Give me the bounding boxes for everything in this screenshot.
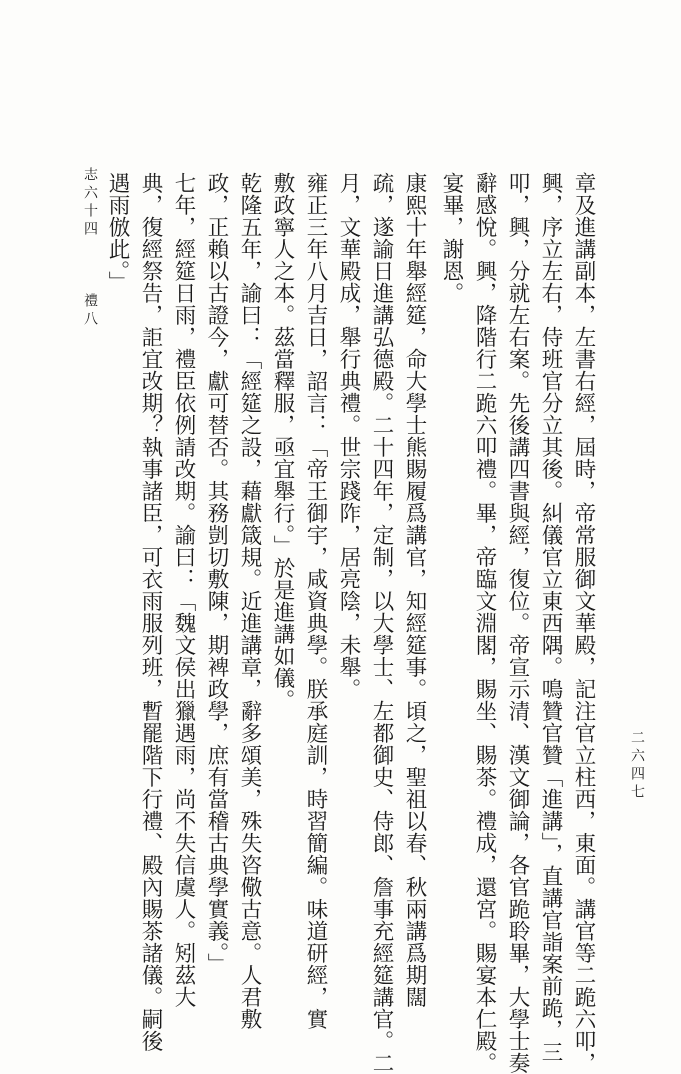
text-column-12: 政，正賴以古證今，獻可替否。其務剴切敷陳，期裨政學，庶有當稽古典學實義。」 — [204, 172, 229, 976]
text-column-10: 敷政寧人之本。茲當釋服，亟宜舉行。」於是進講如儀。 — [270, 172, 295, 712]
text-column-11: 乾隆五年，諭曰：「經筵之設，藉獻箴規。近進講章，辭多頌美，殊失咨儆古意。人君敷 — [237, 172, 262, 1030]
text-column-14: 典，復經祭告，詎宜改期？執事諸臣，可衣雨服列班，暫罷階下行禮、殿內賜茶諸儀。嗣後 — [138, 172, 163, 1052]
text-column-15: 遇雨倣此。」 — [105, 172, 130, 294]
text-column-6: 康熙十年舉經筵，命大學士熊賜履爲講官，知經筵事。頃之，聖祖以春、秋兩講爲期闊 — [402, 172, 427, 1008]
text-column-8: 月，文華殿成，舉行典禮。世宗踐阼，居亮陰，未舉。 — [336, 172, 361, 700]
text-column-5: 宴畢，謝恩。 — [439, 172, 464, 304]
section-label: 禮八 — [82, 293, 98, 329]
text-column-13: 七年，經筵日雨，禮臣依例請改期。諭曰：「魏文侯出獵遇雨，尚不失信虞人。矧茲大 — [171, 172, 196, 1008]
volume-label: 志六十四 — [82, 167, 98, 239]
text-column-7: 疏，遂諭日進講弘德殿。二十四年，定制，以大學士、左都御史、侍郎、詹事充經筵講官。二 — [369, 172, 394, 1074]
text-column-2: 興，序立左右，侍班官分立其後。糾儀官立東西隅。鳴贊官贊「進講」，直講官詣案前跪，三 — [538, 172, 563, 1064]
page-number: 二六四七 — [629, 730, 645, 802]
text-column-3: 叩，興，分就左右案。先後講四書與經，復位。帝宣示清、漢文御論，各官跪聆畢，大學士奏 — [505, 172, 530, 1074]
text-column-4: 辭感悅。興，降階行二跪六叩禮。畢，帝臨文淵閣，賜坐、賜茶。禮成，還宮。賜宴本仁殿。 — [472, 172, 497, 1074]
text-column-1: 章及進講副本，左書右經，屆時，帝常服御文華殿，記注官立柱西，東面。講官等二跪六叩， — [571, 172, 596, 1074]
text-column-9: 雍正三年八月吉日，詔言：「帝王御宇，咸資典學。朕承庭訓，時習簡編。味道研經，實 — [303, 172, 328, 1030]
